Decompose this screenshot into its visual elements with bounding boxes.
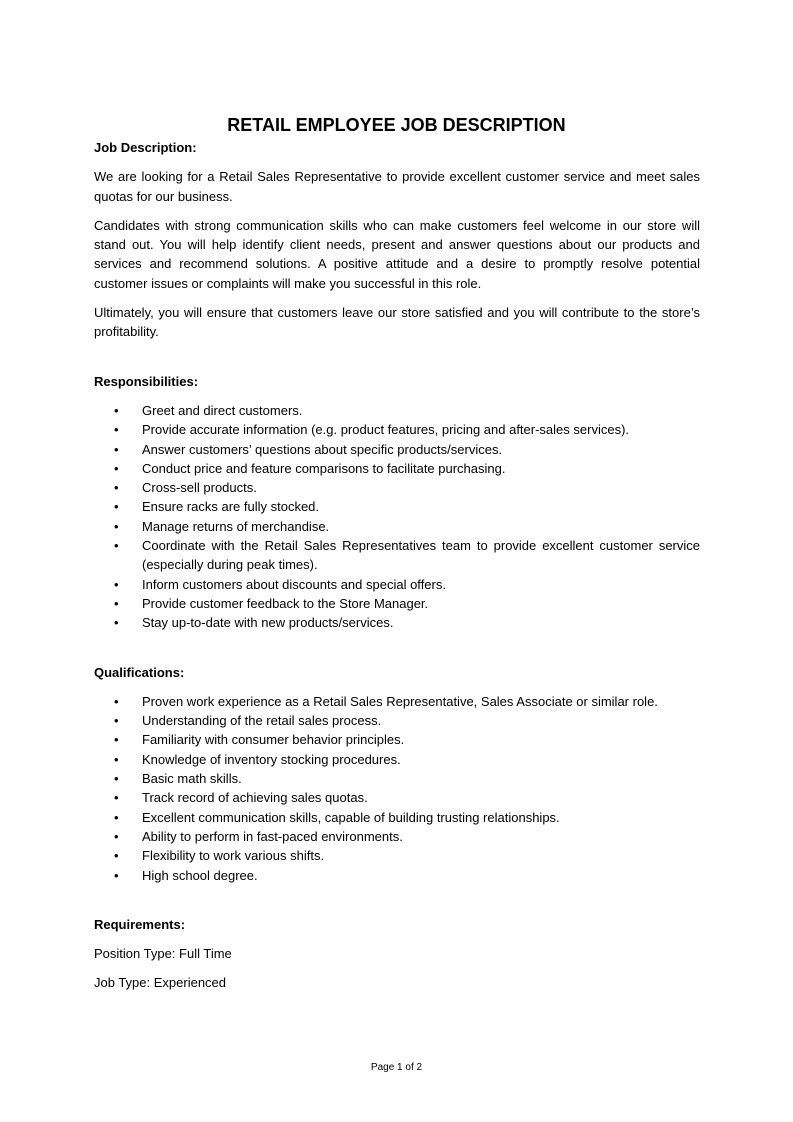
- list-item-text: Provide customer feedback to the Store Manager.: [142, 595, 429, 611]
- list-item: [94, 536, 700, 575]
- list-item-text: Understanding of the retail sales process.: [142, 713, 382, 729]
- job-description-paragraph-1: We are looking for a Retail Sales Representative to provide excellent customer service and meet sales quotas for our business.: [94, 169, 700, 204]
- list-item-text: Ensure racks are fully stocked.: [142, 499, 320, 515]
- bullet-icon: •: [114, 713, 119, 729]
- bullet-icon: •: [114, 441, 119, 457]
- job-description-paragraph-2: Candidates with strong communication skills who can make customers feel welcome in our store will stand out. You will help identify client needs, present and answer questions about our products and services and recommend solutions. A positive attitude and a desire to promptly resolve potential customer issues or complaints will make you successful in this role.: [94, 217, 700, 291]
- list-item: [94, 478, 700, 497]
- bullet-icon: •: [114, 790, 119, 806]
- bullet-icon: •: [114, 518, 119, 534]
- list-item: [94, 497, 700, 516]
- bullet-icon: •: [114, 499, 119, 515]
- requirement-position-type: Position Type: Full Time: [94, 946, 232, 962]
- bullet-icon: •: [114, 771, 119, 787]
- bullet-icon: •: [114, 751, 119, 767]
- list-item-text: High school degree.: [142, 867, 258, 883]
- list-item-text: Inform customers about discounts and special offers.: [142, 576, 446, 592]
- bullet-icon: •: [114, 576, 119, 592]
- bullet-icon: •: [114, 867, 119, 883]
- bullet-icon: •: [114, 460, 119, 476]
- qualifications-list: [94, 692, 700, 885]
- bullet-icon: •: [114, 693, 119, 709]
- document-title: RETAIL EMPLOYEE JOB DESCRIPTION: [227, 115, 566, 135]
- list-item-text: Basic math skills.: [142, 771, 242, 787]
- responsibilities-heading: Responsibilities:: [94, 373, 199, 389]
- list-item-text: Ability to perform in fast-paced environments.: [142, 828, 403, 844]
- list-item-text: Stay up-to-date with new products/services.: [142, 615, 394, 631]
- bullet-icon: •: [114, 595, 119, 611]
- list-item: [94, 440, 700, 459]
- list-item-text: Cross-sell products.: [142, 480, 257, 496]
- list-item: [94, 750, 700, 769]
- list-item-text: Coordinate with the Retail Sales Representatives team to provide excellent customer service (especially during peak times).: [142, 538, 700, 573]
- list-item: [94, 730, 700, 749]
- list-item-text: Proven work experience as a Retail Sales Representative, Sales Associate or similar role.: [142, 693, 658, 709]
- bullet-icon: •: [114, 615, 119, 631]
- list-item: [94, 711, 700, 730]
- bullet-icon: •: [114, 828, 119, 844]
- list-item: [94, 866, 700, 885]
- document-body: [94, 138, 700, 993]
- responsibilities-list: [94, 401, 700, 633]
- list-item: [94, 692, 700, 711]
- list-item: [94, 420, 700, 439]
- list-item-text: Provide accurate information (e.g. product features, pricing and after-sales services).: [142, 422, 630, 438]
- list-item: [94, 575, 700, 594]
- bullet-icon: •: [114, 809, 119, 825]
- list-item-text: Excellent communication skills, capable of building trusting relationships.: [142, 809, 560, 825]
- list-item: [94, 459, 700, 478]
- list-item-text: Greet and direct customers.: [142, 402, 303, 418]
- list-item: [94, 613, 700, 632]
- list-item-text: Flexibility to work various shifts.: [142, 848, 325, 864]
- list-item: [94, 517, 700, 536]
- page-number: Page 1 of 2: [370, 1062, 423, 1073]
- requirements-heading: Requirements:: [94, 916, 186, 932]
- list-item-text: Familiarity with consumer behavior principles.: [142, 732, 405, 748]
- list-item: [94, 846, 700, 865]
- bullet-icon: •: [114, 480, 119, 496]
- requirement-job-type: Job Type: Experienced: [94, 975, 227, 991]
- list-item: [94, 401, 700, 420]
- qualifications-heading: Qualifications:: [94, 664, 185, 680]
- list-item: [94, 788, 700, 807]
- bullet-icon: •: [114, 538, 119, 554]
- bullet-icon: •: [114, 732, 119, 748]
- list-item-text: Answer customers’ questions about specific products/services.: [142, 441, 503, 457]
- list-item-text: Manage returns of merchandise.: [142, 518, 330, 534]
- list-item: [94, 808, 700, 827]
- list-item-text: Knowledge of inventory stocking procedures.: [142, 751, 401, 767]
- list-item-text: Conduct price and feature comparisons to facilitate purchasing.: [142, 460, 506, 476]
- job-description-paragraph-3: Ultimately, you will ensure that customers leave our store satisfied and you will contribute to the store’s profitability.: [94, 305, 700, 340]
- bullet-icon: •: [114, 848, 119, 864]
- list-item: [94, 769, 700, 788]
- list-item-text: Track record of achieving sales quotas.: [142, 790, 368, 806]
- bullet-icon: •: [114, 422, 119, 438]
- list-item: [94, 594, 700, 613]
- job-description-heading: Job Description:: [94, 140, 197, 155]
- list-item: [94, 827, 700, 846]
- bullet-icon: •: [114, 402, 119, 418]
